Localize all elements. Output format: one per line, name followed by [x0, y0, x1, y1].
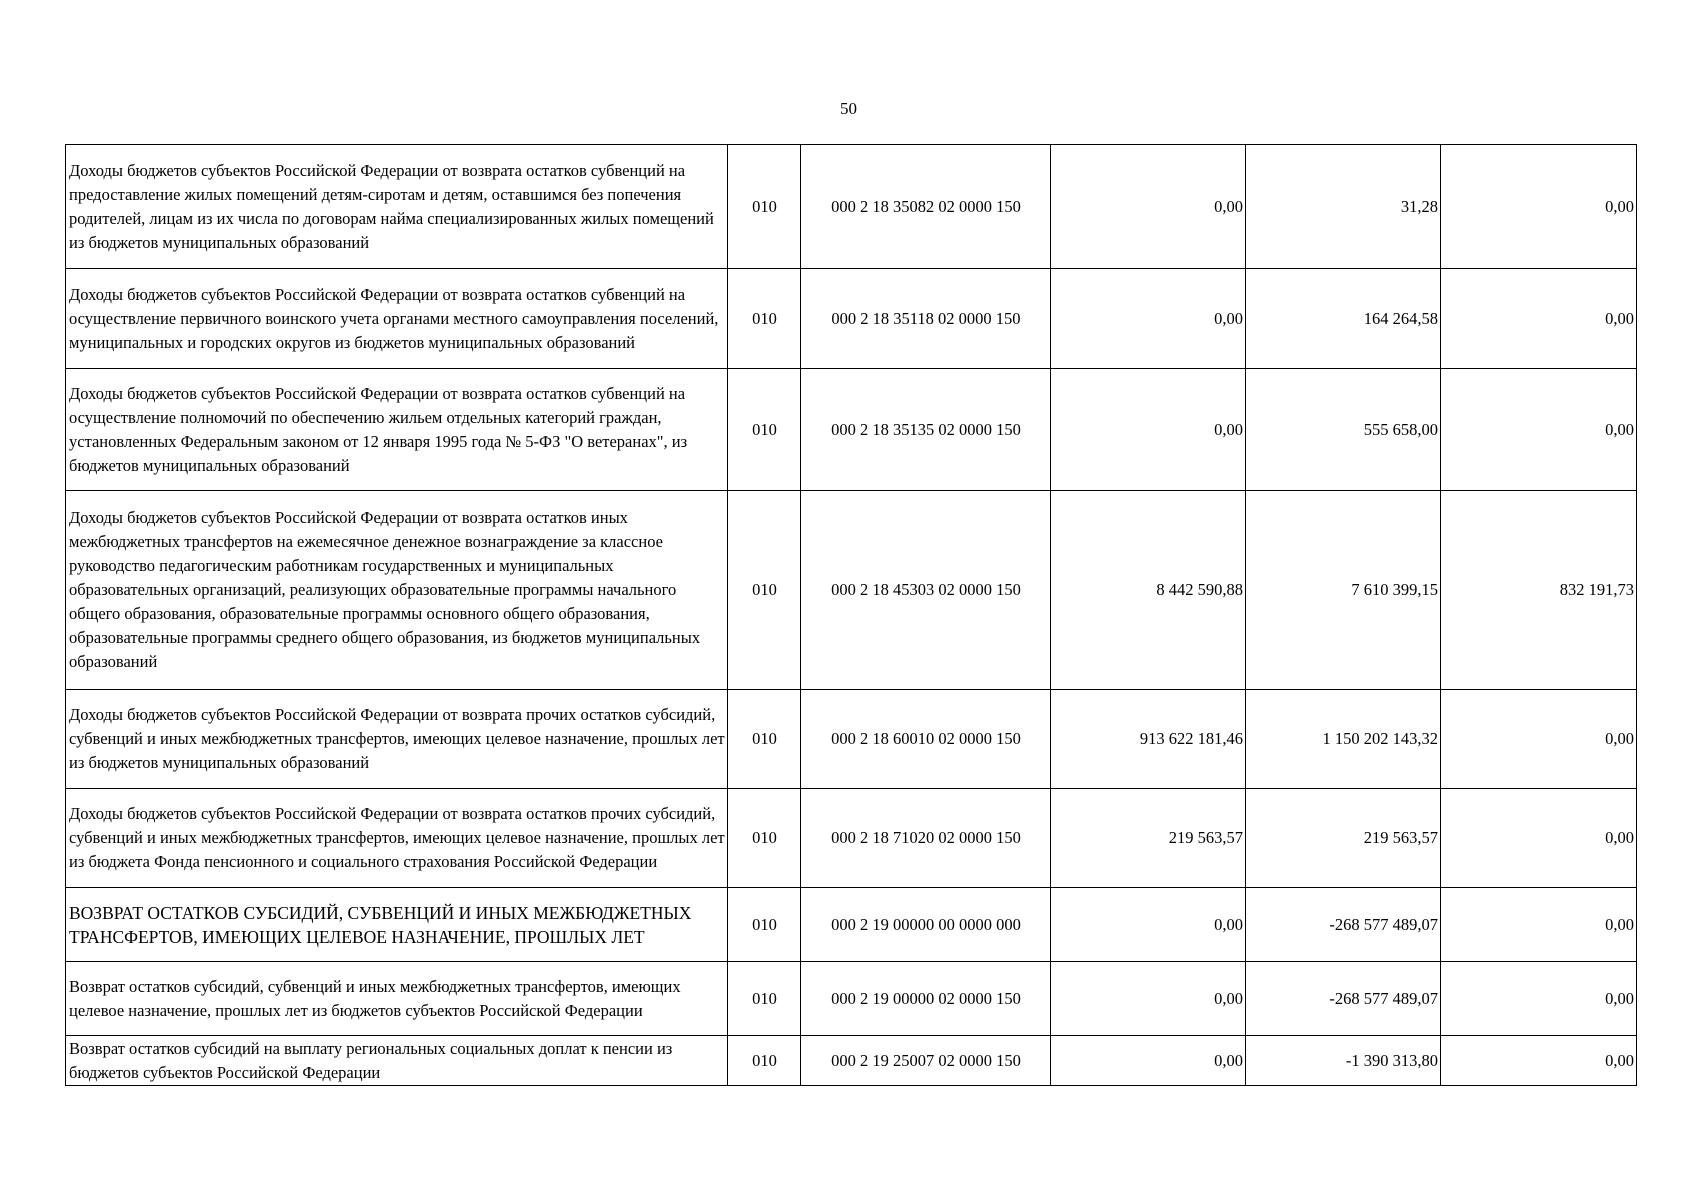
row-description: Доходы бюджетов субъектов Российской Федерации от возврата остатков прочих субсидий, субвенций и иных межбюджетных трансфертов, имеющих целевое назначение, прошлых лет из бюджета Фонда пенсионного и социального страхования Российской Федерации: [66, 789, 728, 888]
value-2-cell: -268 577 489,07: [1246, 888, 1441, 962]
value-1-cell: 913 622 181,46: [1051, 690, 1246, 789]
value-2-cell: 1 150 202 143,32: [1246, 690, 1441, 789]
admin-code-cell: 010: [728, 1036, 801, 1086]
admin-code-cell: 010: [728, 145, 801, 269]
table-row: [66, 1036, 1637, 1086]
row-description: Возврат остатков субсидий на выплату региональных социальных доплат к пенсии из бюджетов субъектов Российской Федерации: [66, 1036, 728, 1086]
budget-code-cell: 000 2 19 00000 00 0000 000: [801, 888, 1051, 962]
value-1-cell: 0,00: [1051, 145, 1246, 269]
budget-code-cell: 000 2 18 71020 02 0000 150: [801, 789, 1051, 888]
value-2-cell: 7 610 399,15: [1246, 491, 1441, 690]
value-3-cell: 0,00: [1441, 962, 1637, 1036]
table-row: [66, 491, 1637, 690]
table-row: [66, 369, 1637, 491]
row-description: Доходы бюджетов субъектов Российской Федерации от возврата прочих остатков субсидий, субвенций и иных межбюджетных трансфертов, имеющих целевое назначение, прошлых лет из бюджетов муниципальных образований: [66, 690, 728, 789]
admin-code-cell: 010: [728, 369, 801, 491]
budget-code-cell: 000 2 19 00000 02 0000 150: [801, 962, 1051, 1036]
row-description: Доходы бюджетов субъектов Российской Федерации от возврата остатков иных межбюджетных трансфертов на ежемесячное денежное вознаграждение за классное руководство педагогическим работникам государственных и муниципальных образовательных организаций, реализующих образовательные программы начального общего образования, образовательные программы основного общего образования, образовательные программы среднего общего образования, из бюджетов муниципальных образований: [66, 491, 728, 690]
row-description: Доходы бюджетов субъектов Российской Федерации от возврата остатков субвенций на осуществление первичного воинского учета органами местного самоуправления поселений, муниципальных и городских округов из бюджетов муниципальных образований: [66, 269, 728, 369]
value-2-cell: 219 563,57: [1246, 789, 1441, 888]
value-3-cell: 0,00: [1441, 1036, 1637, 1086]
value-3-cell: 0,00: [1441, 145, 1637, 269]
value-2-cell: -268 577 489,07: [1246, 962, 1441, 1036]
budget-code-cell: 000 2 18 35118 02 0000 150: [801, 269, 1051, 369]
budget-code-cell: 000 2 19 25007 02 0000 150: [801, 1036, 1051, 1086]
admin-code-cell: 010: [728, 491, 801, 690]
value-1-cell: 8 442 590,88: [1051, 491, 1246, 690]
row-description: Доходы бюджетов субъектов Российской Федерации от возврата остатков субвенций на предоставление жилых помещений детям-сиротам и детям, оставшимся без попечения родителей, лицам из их числа по договорам найма специализированных жилых помещений из бюджетов муниципальных образований: [66, 145, 728, 269]
table-row: [66, 690, 1637, 789]
table-row: [66, 269, 1637, 369]
value-1-cell: 219 563,57: [1051, 789, 1246, 888]
value-3-cell: 0,00: [1441, 888, 1637, 962]
value-1-cell: 0,00: [1051, 1036, 1246, 1086]
value-3-cell: 832 191,73: [1441, 491, 1637, 690]
value-2-cell: -1 390 313,80: [1246, 1036, 1441, 1086]
table-row: [66, 145, 1637, 269]
admin-code-cell: 010: [728, 690, 801, 789]
row-description: Доходы бюджетов субъектов Российской Федерации от возврата остатков субвенций на осуществление полномочий по обеспечению жильем отдельных категорий граждан, установленных Федеральным законом от 12 января 1995 года № 5-ФЗ "О ветеранах", из бюджетов муниципальных образований: [66, 369, 728, 491]
budget-table: [65, 144, 1637, 1086]
value-2-cell: 555 658,00: [1246, 369, 1441, 491]
value-2-cell: 164 264,58: [1246, 269, 1441, 369]
page-number: 50: [840, 99, 857, 118]
admin-code-cell: 010: [728, 789, 801, 888]
budget-code-cell: 000 2 18 35082 02 0000 150: [801, 145, 1051, 269]
table-row: [66, 888, 1637, 962]
value-1-cell: 0,00: [1051, 962, 1246, 1036]
budget-code-cell: 000 2 18 45303 02 0000 150: [801, 491, 1051, 690]
table-row: [66, 962, 1637, 1036]
admin-code-cell: 010: [728, 962, 801, 1036]
value-3-cell: 0,00: [1441, 269, 1637, 369]
admin-code-cell: 010: [728, 888, 801, 962]
value-1-cell: 0,00: [1051, 888, 1246, 962]
budget-code-cell: 000 2 18 60010 02 0000 150: [801, 690, 1051, 789]
row-description: Возврат остатков субсидий, субвенций и иных межбюджетных трансфертов, имеющих целевое назначение, прошлых лет из бюджетов субъектов Российской Федерации: [66, 962, 728, 1036]
table-row: [66, 789, 1637, 888]
value-3-cell: 0,00: [1441, 369, 1637, 491]
value-1-cell: 0,00: [1051, 269, 1246, 369]
admin-code-cell: 010: [728, 269, 801, 369]
budget-code-cell: 000 2 18 35135 02 0000 150: [801, 369, 1051, 491]
value-3-cell: 0,00: [1441, 789, 1637, 888]
value-1-cell: 0,00: [1051, 369, 1246, 491]
value-2-cell: 31,28: [1246, 145, 1441, 269]
row-description: ВОЗВРАТ ОСТАТКОВ СУБСИДИЙ, СУБВЕНЦИЙ И ИНЫХ МЕЖБЮДЖЕТНЫХ ТРАНСФЕРТОВ, ИМЕЮЩИХ ЦЕЛЕВОЕ НАЗНАЧЕНИЕ, ПРОШЛЫХ ЛЕТ: [66, 888, 728, 962]
value-3-cell: 0,00: [1441, 690, 1637, 789]
